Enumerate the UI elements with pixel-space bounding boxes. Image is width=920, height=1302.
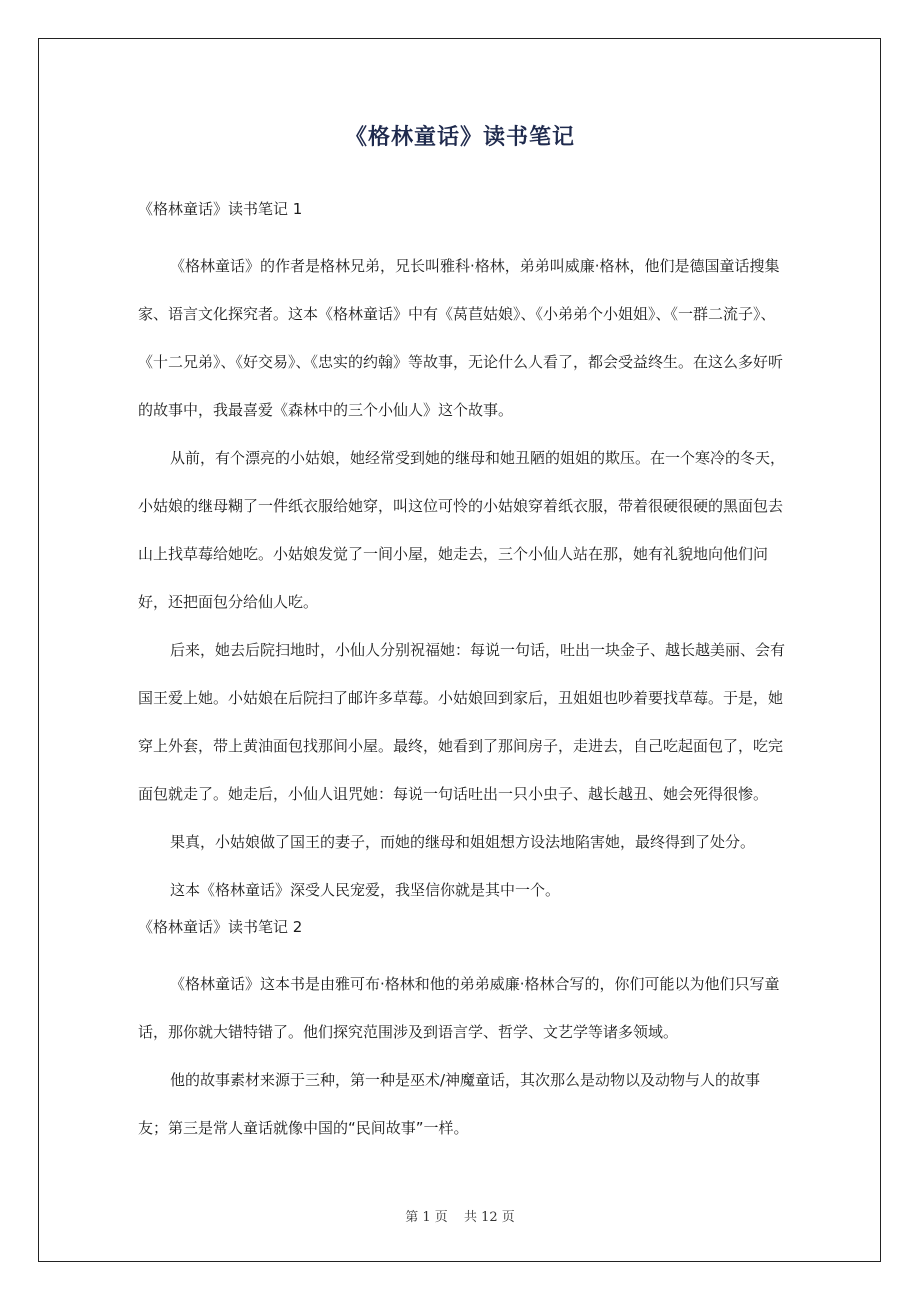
- paragraph: 《格林童话》的作者是格林兄弟，兄长叫雅科·格林，弟弟叫威廉·格林，他们是德国童话搜集家、语言文化探究者。这本《格林童话》中有《莴苣姑娘》、《小弟弟个小姐姐》、《一群二流子》、《十二兄弟》、《好交易》、《忠实的约翰》等故事，无论什么人看了，都会受益终生。在这么多好听的故事中，我最喜爱《森林中的三个小仙人》这个故事。: [138, 257, 784, 419]
- section-1: [138, 196, 788, 914]
- page-total: 共 12 页: [463, 1210, 515, 1225]
- document-body: [138, 196, 788, 1152]
- section-2: [138, 914, 788, 1152]
- section-heading: 《格林童话》读书笔记 1: [138, 200, 303, 218]
- paragraph: 从前，有个漂亮的小姑娘，她经常受到她的继母和她丑陋的姐姐的欺压。在一个寒冷的冬天，小姑娘的继母糊了一件纸衣服给她穿，叫这位可怜的小姑娘穿着纸衣服，带着很硬很硬的黑面包去山上找草莓给她吃。小姑娘发觉了一间小屋，她走去，三个小仙人站在那，她有礼貌地向他们问好，还把面包分给仙人吃。: [138, 449, 786, 611]
- section-heading: 《格林童话》读书笔记 2: [138, 918, 303, 936]
- paragraph: 后来，她去后院扫地时，小仙人分别祝福她：每说一句话，吐出一块金子、越长越美丽、会有国王爱上她。小姑娘在后院扫了邮许多草莓。小姑娘回到家后，丑姐姐也吵着要找草莓。于是，她穿上外套，带上黄油面包找那间小屋。最终，她看到了那间房子，走进去，自己吃起面包了，吃完面包就走了。她走后，小仙人诅咒她：每说一句话吐出一只小虫子、越长越丑、她会死得很惨。: [138, 641, 786, 803]
- page-footer: [0, 1206, 920, 1225]
- paragraph: 果真，小姑娘做了国王的妻子，而她的继母和姐姐想方设法地陷害她，最终得到了处分。: [170, 833, 756, 851]
- paragraph: 《格林童话》这本书是由雅可布·格林和他的弟弟威廉·格林合写的，你们可能以为他们只写童话，那你就大错特错了。他们探究范围涉及到语言学、哲学、文艺学等诸多领域。: [138, 975, 780, 1041]
- document-title: 《格林童话》读书笔记: [344, 125, 575, 150]
- paragraph: 这本《格林童话》深受人民宠爱，我坚信你就是其中一个。: [170, 881, 561, 899]
- page-number: 第 1 页: [405, 1210, 448, 1225]
- paragraph: 他的故事素材来源于三种，第一种是巫术/神魔童话，其次那么是动物以及动物与人的故事友；第三是常人童话就像中国的“民间故事”一样。: [138, 1071, 761, 1137]
